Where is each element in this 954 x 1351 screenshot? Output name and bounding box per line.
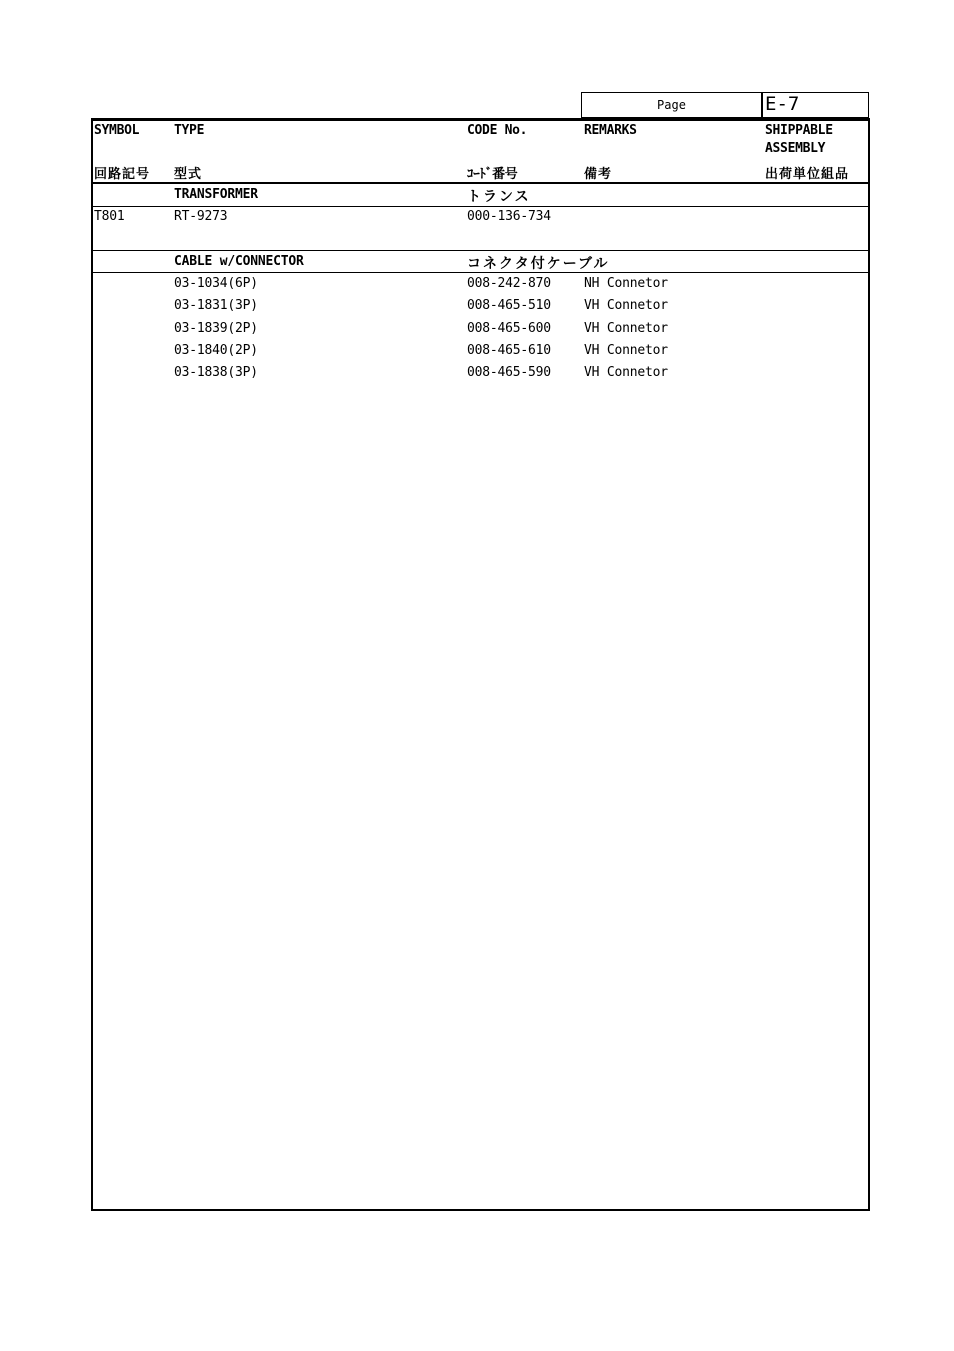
section-title: CABLE w/CONNECTOR bbox=[174, 254, 304, 269]
header-type: TYPE bbox=[174, 123, 205, 138]
row-symbol: T801 bbox=[94, 209, 125, 224]
row-type: 03-1034(6P) bbox=[174, 276, 258, 291]
section-divider bbox=[91, 206, 870, 207]
header-shippable-jp: 出荷単位組品 bbox=[765, 167, 850, 182]
header-type-jp: 型式 bbox=[174, 167, 203, 182]
row-type: 03-1839(2P) bbox=[174, 321, 258, 336]
row-remarks: VH Connetor bbox=[584, 343, 668, 358]
row-type: RT-9273 bbox=[174, 209, 228, 224]
row-code: 008-242-870 bbox=[467, 276, 551, 291]
row-code: 008-465-590 bbox=[467, 365, 551, 380]
section-title-jp: トランス bbox=[467, 189, 531, 205]
row-remarks: VH Connetor bbox=[584, 298, 668, 313]
row-type: 03-1838(3P) bbox=[174, 365, 258, 380]
row-code: 008-465-600 bbox=[467, 321, 551, 336]
row-code: 008-465-610 bbox=[467, 343, 551, 358]
header-remarks: REMARKS bbox=[584, 123, 637, 138]
header-shippable-2: ASSEMBLY bbox=[765, 141, 826, 156]
header-shippable-1: SHIPPABLE bbox=[765, 123, 833, 138]
header-remarks-jp: 備考 bbox=[584, 167, 613, 182]
row-type: 03-1840(2P) bbox=[174, 343, 258, 358]
page-number: E-7 bbox=[761, 92, 869, 118]
section-title-jp: コネクタ付ケーブル bbox=[467, 256, 610, 272]
section-divider bbox=[91, 272, 870, 273]
row-remarks: VH Connetor bbox=[584, 321, 668, 336]
row-remarks: NH Connetor bbox=[584, 276, 668, 291]
header-code: CODE No. bbox=[467, 123, 528, 138]
header-symbol: SYMBOL bbox=[94, 123, 140, 138]
row-code: 000-136-734 bbox=[467, 209, 551, 224]
section-divider bbox=[91, 250, 870, 251]
row-type: 03-1831(3P) bbox=[174, 298, 258, 313]
header-divider bbox=[91, 182, 870, 184]
section-title: TRANSFORMER bbox=[174, 187, 258, 202]
row-code: 008-465-510 bbox=[467, 298, 551, 313]
page-label: Page bbox=[581, 92, 761, 118]
header-symbol-jp: 回路記号 bbox=[94, 167, 151, 182]
row-remarks: VH Connetor bbox=[584, 365, 668, 380]
header-code-jp: ｺｰﾄﾞ番号 bbox=[467, 167, 518, 182]
